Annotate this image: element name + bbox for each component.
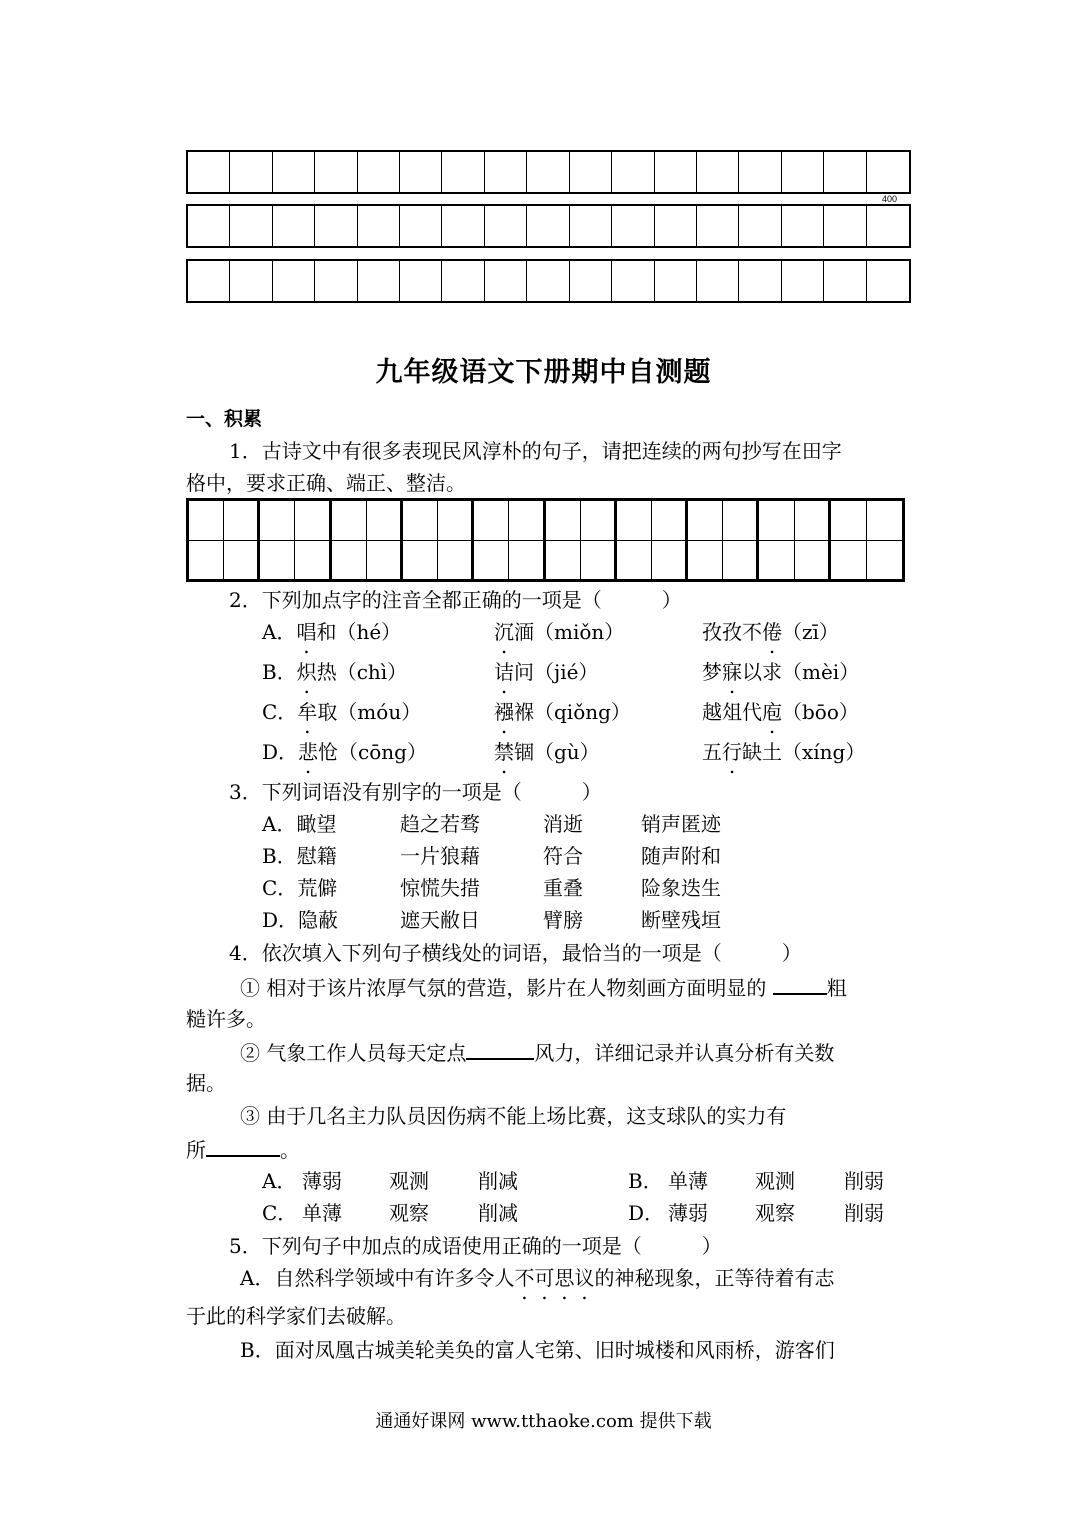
tianzige-cell [688,501,759,579]
q2-dotted-char: 沉 [494,620,514,644]
grid-cell [612,152,654,192]
q3-option-item [262,843,337,869]
q4-s1-end: 粗 [826,976,847,1000]
q2-word-text: 问（jié） [514,660,599,684]
q2-option-letter: C． [262,700,298,724]
grid-cell [527,206,569,246]
tianzige-cell [617,501,688,579]
tianzige-cell [474,501,545,579]
grid-cell [442,261,484,301]
q4-blank1 [773,973,827,995]
q2-option-item [702,659,859,685]
q3-word: 险象迭生 [641,876,721,900]
tianzige-cell [546,501,617,579]
q3-word: 销声匿迹 [641,812,721,836]
q4-s3-end: 。 [280,1138,300,1162]
q3-option-letter: D． [262,908,299,932]
q3-stem: 3．下列词语没有别字的一项是（ ） [229,780,602,804]
word-count-label: 400 [882,194,898,204]
grid-cell [442,152,484,192]
q3-option-item [262,907,338,933]
q3-word: 遮天敝日 [400,908,480,932]
q5-dotted-char-1: 不 [514,1266,535,1290]
q2-option-item [494,619,624,645]
q2-dotted-char: 禁 [494,740,514,764]
q4-stem: 4．依次填入下列句子横线处的词语，最恰当的一项是（ ） [229,941,802,965]
q5-dotted-char-2: 可 [534,1266,555,1290]
q4-option-letter: C． [262,1201,298,1225]
grid-cell [188,261,230,301]
q2-stem: 2．下列加点字的注音全都正确的一项是（ ） [229,588,682,612]
grid-cell [782,152,824,192]
q2-option-item [702,619,839,645]
grid-cell [358,152,400,192]
grid-cell [570,206,612,246]
grid-cell [867,152,909,192]
q2-word-text: 怆（cōng） [318,740,427,764]
q3-option-item [262,811,336,837]
tianzige-cell [260,501,331,579]
q5-optionA-line2: 于此的科学家们去破解。 [186,1304,406,1328]
q2-option-item [262,659,407,685]
q3-word: 一片狼藉 [400,844,480,868]
grid-cell [782,206,824,246]
tianzige-cell [759,501,830,579]
q2-word-text: 锢（gù） [514,740,600,764]
q2-option-letter: D． [262,740,299,764]
q2-dotted-char: 悲 [298,740,319,764]
q2-word-text: 和（hé） [316,620,402,644]
q3-option-letter: B． [262,844,297,868]
q1-line2: 格中，要求正确、端正、整洁。 [186,471,466,495]
q4-sentence3: ③ 由于几名主力队员因伤病不能上场比赛，这支球队的实力有 [240,1104,787,1128]
q3-word: 符合 [543,844,583,868]
grid-cell [358,206,400,246]
composition-grid-row-3 [186,259,911,303]
q1-line1: 1．古诗文中有很多表现民风淳朴的句子，请把连续的两句抄写在田字 [229,439,842,463]
grid-cell [485,206,527,246]
page-title: 九年级语文下册期中自测题 [375,357,712,388]
q4-option-word: 薄弱 [302,1169,342,1193]
q2-option-item [262,619,401,645]
q2-word-text: 五 [702,740,722,764]
q2-option-item [702,739,865,765]
grid-cell [655,261,697,301]
q3-option-letter: A． [262,812,297,836]
grid-cell [655,206,697,246]
q2-option-letter: B． [262,660,297,684]
q4-option-letter: A． [262,1169,297,1193]
composition-grid-row-1 [186,150,911,194]
q3-option-letter: C． [262,876,298,900]
q4-option-word: 单薄 [302,1201,342,1225]
tianzige-cell [189,501,260,579]
grid-cell [485,261,527,301]
grid-cell [612,261,654,301]
tianzige-grid [186,498,905,582]
grid-cell [824,152,866,192]
q2-dotted-char: 寐 [722,660,742,684]
q2-option-item [702,699,859,725]
q2-word-text: 取（móu） [317,700,422,724]
grid-cell [230,152,272,192]
q2-word-text: 湎（miǒn） [514,620,625,644]
q5-optionA-line1 [240,1265,834,1291]
tianzige-cell [403,501,474,579]
q2-option-item [494,699,631,725]
grid-cell [273,206,315,246]
grid-cell [697,261,739,301]
q3-word: 趋之若骛 [400,812,480,836]
grid-cell [739,206,781,246]
grid-cell [570,152,612,192]
q2-word-text: （bōo） [782,700,859,724]
q4-option-word: 观测 [389,1169,429,1193]
q3-word: 荒僻 [297,876,338,900]
grid-cell [188,152,230,192]
grid-cell [315,206,357,246]
grid-cell [400,206,442,246]
q4-sentence2-cont: 据。 [186,1071,226,1095]
q2-word-text: 越俎代 [702,700,762,724]
q2-option-item [262,699,421,725]
grid-cell [739,152,781,192]
q2-word-text: 热（chì） [316,660,408,684]
q3-word: 消逝 [543,812,583,836]
grid-cell [400,152,442,192]
q5-stem: 5．下列句子中加点的成语使用正确的一项是（ ） [229,1234,722,1258]
q2-option-item [494,659,598,685]
q4-option-word: 削减 [478,1169,518,1193]
q4-option-letter: B． [628,1169,663,1193]
q2-word-text: （zī） [782,620,839,644]
grid-cell [400,261,442,301]
q4-sentence1 [240,973,847,1001]
composition-grid-row-2 [186,204,911,248]
q4-option-word: 削弱 [844,1169,884,1193]
q2-dotted-char: 唱 [296,620,317,644]
grid-cell [867,261,909,301]
grid-cell [273,152,315,192]
grid-cell [527,261,569,301]
q2-option-item [494,739,600,765]
tianzige-cell [332,501,403,579]
q4-s3-start: 所 [186,1138,206,1162]
grid-cell [273,261,315,301]
grid-cell [867,206,909,246]
q4-option-word: 薄弱 [668,1201,708,1225]
footer-credit: 通通好课网 www.tthaoke.com 提供下载 [375,1411,712,1432]
grid-cell [442,206,484,246]
q4-option-word: 削弱 [844,1201,884,1225]
q2-dotted-char: 倦 [762,620,782,644]
grid-cell [739,261,781,301]
q3-word: 随声附和 [641,844,721,868]
q5-a-text: A．自然科学领域中有许多令人 [240,1266,515,1290]
grid-cell [527,152,569,192]
q4-option-word: 单薄 [668,1169,708,1193]
grid-cell [315,152,357,192]
grid-cell [824,261,866,301]
grid-cell [230,206,272,246]
q3-option-item [262,875,337,901]
q3-word: 断壁残垣 [641,908,721,932]
grid-cell [612,206,654,246]
q3-word: 瞰望 [296,812,337,836]
grid-cell [315,261,357,301]
grid-cell [230,261,272,301]
q3-word: 臂膀 [543,908,583,932]
q5-dotted-char-4: 议 [574,1266,595,1290]
q2-option-item [262,739,427,765]
q4-blank3 [206,1135,280,1157]
q2-word-text: 梦 [702,660,722,684]
grid-cell [485,152,527,192]
tianzige-cell [831,501,902,579]
q2-word-text: 孜孜不 [702,620,762,644]
grid-cell [697,152,739,192]
q2-dotted-char: 牟 [297,700,318,724]
q3-word: 隐蔽 [298,908,339,932]
q4-option-letter: D． [628,1201,665,1225]
grid-cell [358,261,400,301]
q5-dotted-char-3: 思 [554,1266,575,1290]
q2-dotted-char: 诘 [494,660,514,684]
q3-word: 惊慌失措 [400,876,480,900]
q4-option-word: 削减 [478,1201,518,1225]
q4-s2-text: ② 气象工作人员每天定点 [240,1041,467,1065]
q4-option-word: 观察 [755,1201,795,1225]
q2-dotted-char: 行 [722,740,742,764]
grid-cell [570,261,612,301]
q2-dotted-char: 庖 [762,700,782,724]
q2-word-text: 缺土（xíng） [742,740,866,764]
q2-word-text: 褓（qiǒng） [514,700,631,724]
q4-option-word: 观测 [755,1169,795,1193]
grid-cell [824,206,866,246]
q4-s1-text: ① 相对于该片浓厚气氛的营造，影片在人物刻画方面明显的 [240,976,773,1000]
grid-cell [782,261,824,301]
section-heading: 一、积累 [186,408,263,430]
q2-dotted-char: 炽 [296,660,317,684]
q5-a-text-end: 的神秘现象，正等待着有志 [594,1266,835,1290]
grid-cell [655,152,697,192]
grid-cell [697,206,739,246]
q4-s2-end: 风力，详细记录并认真分析有关数 [534,1041,835,1065]
grid-cell [188,206,230,246]
q4-sentence3-cont [186,1135,300,1163]
q4-sentence2 [240,1038,834,1066]
q4-option-word: 观察 [389,1201,429,1225]
q5-optionB-line1: B．面对凤凰古城美轮美奂的富人宅第、旧时城楼和风雨桥，游客们 [240,1338,835,1362]
q3-word: 慰籍 [296,844,337,868]
q3-word: 重叠 [543,876,583,900]
q4-sentence1-cont: 糙许多。 [186,1007,266,1031]
q2-option-letter: A． [262,620,297,644]
q2-word-text: 以求（mèi） [742,660,860,684]
q4-blank2 [466,1038,534,1060]
q2-dotted-char: 襁 [494,700,514,724]
